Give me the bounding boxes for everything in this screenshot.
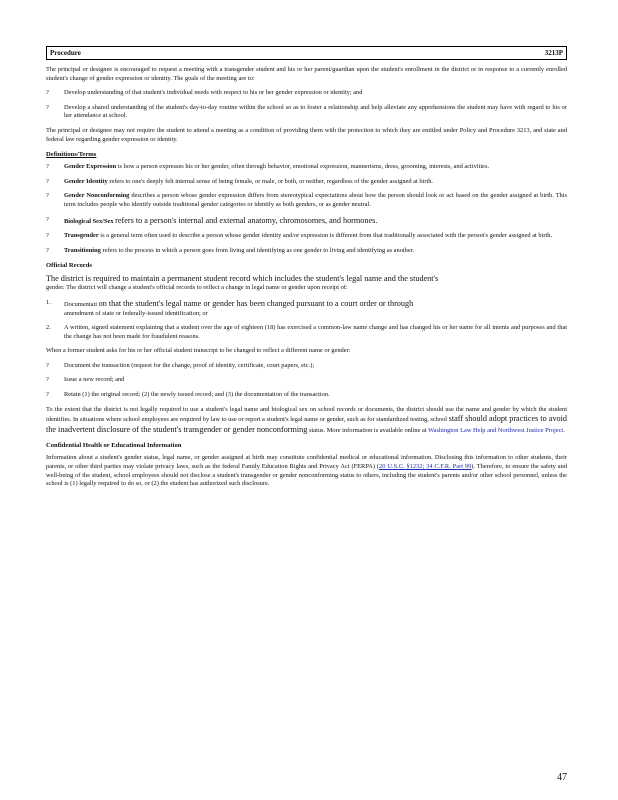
procedure-header [46, 46, 567, 60]
goal-item [46, 104, 567, 121]
bullet-icon: ? [46, 246, 49, 254]
extent-end-punct: . [563, 426, 565, 434]
step-text: Issue a new record; and [64, 376, 125, 384]
records-numbered-item [46, 324, 567, 341]
definition-term: Biological Sex/Sex [64, 217, 114, 225]
bullet-icon: ? [46, 376, 49, 384]
bullet-icon: ? [46, 192, 49, 200]
document-page [46, 46, 567, 489]
definition-item [46, 178, 567, 187]
header-code: 3213P [544, 49, 563, 57]
definition-text: refers to a person's internal and external anatomy, chromosomes, and hormones. [115, 215, 378, 225]
definition-text: refers to one's deeply felt internal sense of being female, or male, or both, or neither, regardless of the gender assigned at birth. [109, 177, 434, 185]
step-text: Retain (1) the original record; (2) the newly issued record; and (3) the documentation of the transaction. [64, 391, 330, 399]
bullet-icon: ? [46, 103, 49, 111]
page-number: 47 [557, 772, 567, 783]
item-text: A written, signed statement explaining that a student over the age of eighteen (18) has exercised a common-law name change and has changed his or her name for all intents and purposes and that the change has not been made for fraudulent reasons. [64, 324, 567, 340]
bullet-icon: ? [46, 361, 49, 369]
step-text: Document the transaction (request for the change, proof of identity, certificate, court papers, etc.); [64, 361, 315, 369]
goal-text: Develop understanding of that student's individual needs with respect to his or her gender expression or identity; and [64, 89, 363, 97]
bullet-icon: ? [46, 232, 49, 240]
goal-text: Develop a shared understanding of the student's day-to-day routine within the school so as to foster a relationship and help alleviate any apprehensions the student may have with regard to his or her attendance at school. [64, 103, 567, 120]
definition-term: Gender Nonconforming [64, 192, 130, 200]
records-lead: The district is required to maintain a permanent student record which includes the student's legal name and the student's [46, 274, 439, 284]
goal-item [46, 89, 567, 98]
definition-term: Gender Expression [64, 163, 117, 171]
bullet-icon: ? [46, 177, 49, 185]
extent-text: To the extent that the district is not legally required to use a student's legal name and biological sex on school records or documents, the district should use the name and gender by which the student identifies. In situations where school employees are required by law to use or report a student's legal name or gender, such as for standardized testing, school [46, 405, 567, 424]
definition-text: refers to the process in which a person goes from living and identifying as one gender to living and identifying as another. [102, 246, 415, 254]
not-required-paragraph: The principal or designee may not require the student to attend a meeting as a condition of providing them with the protection to which they are entitled under Policy and Procedure 3213, and state and federal law regarding gender expression or identity. [46, 126, 567, 143]
definition-item [46, 163, 567, 172]
step-item [46, 376, 567, 385]
item-lead: Documentati [64, 300, 98, 308]
definition-text: is a general term often used to describe a person whose gender identity and/or expression is different from that traditionally associated with the person's gender assigned at birth. [100, 232, 553, 240]
confidential-paragraph [46, 454, 567, 488]
ferpa-link[interactable]: 20 U.S.C. §1232; 34 C.F.R. Part 99 [379, 463, 472, 471]
definition-item [46, 216, 567, 227]
extent-big-text: staff should adopt practices to avoid the inadvertent disclosure of the student's transgender or gender nonconforming [46, 414, 567, 434]
definition-item [46, 192, 567, 209]
bullet-icon: ? [46, 391, 49, 399]
confidential-text-post: ). Therefore, to ensure the safety and well-being of the student, school employees should not disclose a student's transgender or gender nonconforming status to others, including the student's parents and/or other school personnel, unless the school is (1) legally required to do so, or (2) the student has authorized such disclosure. [46, 463, 567, 488]
definition-term: Transitioning [64, 246, 101, 254]
records-lead-cont: gender. The district will change a student's official records to reflect a change in legal name or gender upon receipt of: [46, 284, 348, 292]
definition-term: Transgender [64, 232, 99, 240]
former-student-paragraph: When a former student asks for his or her official student transcript to be changed to reflect a different name or gender: [46, 347, 351, 355]
confidential-heading: Confidential Health or Educational Information [46, 442, 182, 450]
confidential-text: Information about a student's gender status, legal name, or gender assigned at birth may constitute confidential medical or educational information. Disclosing this information to other students, their parents, or other third parties may violate privacy laws, such as the federal Family Education Rights and Privacy Act (FERPA) ( [46, 454, 567, 471]
extent-end-text: status. More information is available online at [308, 426, 427, 434]
item-number: 1. [46, 298, 51, 306]
definition-item [46, 247, 567, 256]
item-number: 2. [46, 324, 51, 332]
definition-item [46, 232, 567, 241]
intro-paragraph: The principal or designee is encouraged to request a meeting with a transgender student and his or her parent/guardian upon the student's enrollment in the district or in response to a currently enrolled student's change of gender expression or identity. The goals of the meeting are to: [46, 66, 567, 82]
header-title: Procedure [50, 49, 81, 57]
definition-text: describes a person whose gender expression differs from stereotypical expectations about how the person should look or act based on the gender assigned at birth. This term includes people who identify outside traditional gender categories or identify as both genders, or as gender neutral. [64, 192, 567, 208]
step-item [46, 362, 567, 371]
records-numbered-item [46, 299, 567, 318]
step-item [46, 391, 567, 400]
bullet-icon: ? [46, 215, 49, 223]
item-text: amendment of state or federally-issued identification; or [64, 309, 208, 317]
bullet-icon: ? [46, 163, 49, 171]
definitions-heading: Definitions/Terms [46, 151, 97, 159]
item-big-text: on that the student's legal name or gender has been changed pursuant to a court order or through [98, 298, 414, 308]
washington-law-help-link[interactable]: Washington Law Help and Northwest Justice Project [428, 426, 564, 434]
definition-term: Gender Identity [64, 177, 108, 185]
bullet-icon: ? [46, 89, 49, 97]
definition-text: is how a person expresses his or her gender, often through behavior, emotional expression, mannerisms, dress, grooming, interests, and activities. [117, 163, 490, 171]
extent-paragraph [46, 406, 567, 436]
official-records-heading: Official Records [46, 262, 92, 270]
